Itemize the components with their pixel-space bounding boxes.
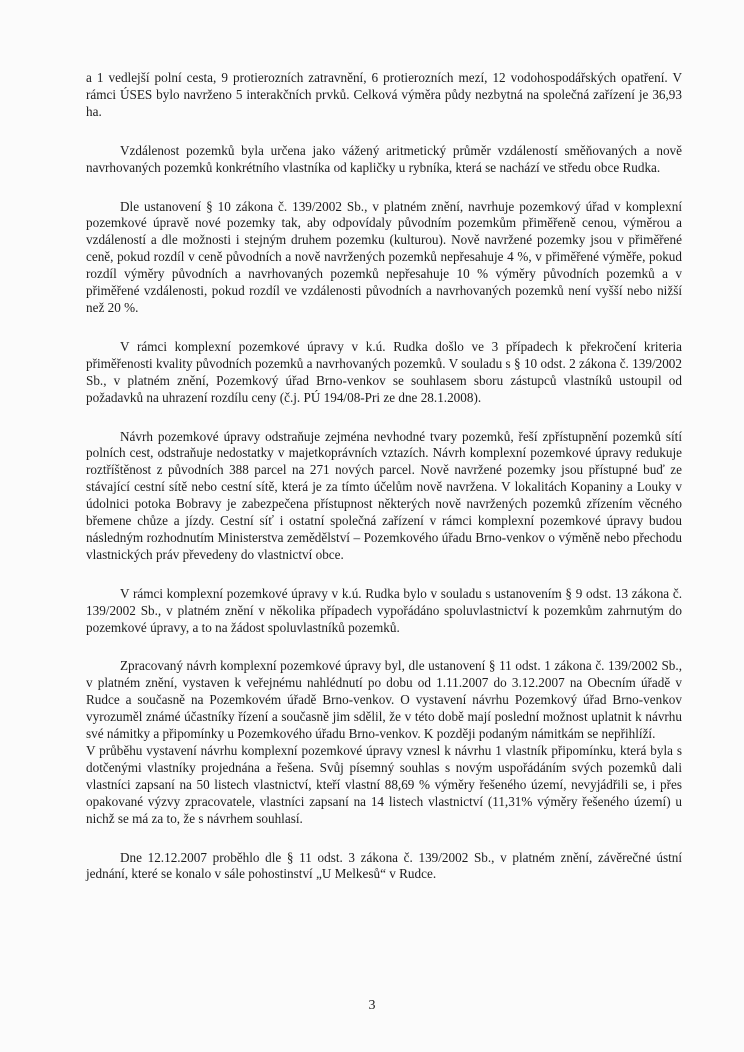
paragraph-7: Zpracovaný návrh komplexní pozemkové úpravy byl, dle ustanovení § 11 odst. 1 zákona č. 139/2002 Sb., v platném znění, vystaven k veřejnému nahlédnutí po dobu od 1.11.2007 do 3.12.2007 na Obecním úřadě v Rudce a současně na Pozemkovém úřadě Brno-venkov. O vystavení návrhu Pozemkový úřad Brno-venkov vyrozuměl známé účastníky řízení a současně jim sdělil, že v této době mají poslední možnost uplatnit k návrhu své námitky a připomínky u Pozemkového úřadu Brno-venkov. K později podaným námitkám se nepřihlíží.: [86, 658, 682, 742]
paragraph-8: V průběhu vystavení návrhu komplexní pozemkové úpravy vznesl k návrhu 1 vlastník připomínku, která byla s dotčenými vlastníky projednána a řešena. Svůj písemný souhlas s novým uspořádáním svých pozemků dali vlastníci zapsaní na 50 listech vlastnictví, kteří vlastní 88,69 % výměry řešeného území, nevyjádřili se, i přes opakované výzvy zpracovatele, vlastníci zapsaní na 14 listech vlastnictví (11,31% výměry řešeného území) u nichž se má za to, že s návrhem souhlasí.: [86, 743, 682, 826]
paragraph-2: Vzdálenost pozemků byla určena jako vážený aritmetický průměr vzdáleností směňovaných a nově navrhovaných pozemků konkrétního vlastníka od kapličky u rybníka, která se nachází ve středu obce Rudka.: [86, 142, 682, 175]
paragraph-5: Návrh pozemkové úpravy odstraňuje zejména nevhodné tvary pozemků, řeší zpřístupnění pozemků sítí polních cest, odstraňuje nedostatky v majetkoprávních vztazích. Návrh komplexní pozemkové úpravy redukuje roztříštěnost z původních 388 parcel na 271 nových parcel. Nově navržené pozemky jsou přístupné buď ze stávající cestní sítě nebo cestní sítě, která je za tímto účelům nově navržena. V lokalitách Kopaniny a Louky v údolnici potoka Bobravy je zabezpečena přístupnost některých nově navržených pozemků zřízením věcného břemene chůze a jízdy. Cestní síť i ostatní společná zařízení v rámci komplexní pozemkové úpravy budou následným rozhodnutím Ministerstva zemědělství – Pozemkového úřadu Brno-venkov o výměně nebo přechodu vlastnických práv převedeny do vlastnictví obce.: [86, 428, 682, 562]
paragraph-9: Dne 12.12.2007 proběhlo dle § 11 odst. 3 zákona č. 139/2002 Sb., v platném znění, závěrečné ústní jednání, které se konalo v sále pohostinství „U Melkesů“ v Rudce.: [86, 849, 682, 882]
paragraph-3: Dle ustanovení § 10 zákona č. 139/2002 Sb., v platném znění, navrhuje pozemkový úřad v komplexní pozemkové úpravě nové pozemky tak, aby odpovídaly původním pozemkům přiměřeně cenou, výměrou a vzdáleností a dle možnosti i stejným druhem pozemku (kulturou). Nově navržené pozemky jsou v přiměřené ceně, pokud rozdíl v ceně původních a nově navržených pozemků nepřesahuje 4 %, v přiměřené výměře, pokud rozdíl výměry původních a navrhovaných pozemků nepřesahuje 10 % výměry původních pozemků a v přiměřené vzdálenosti, pokud rozdíl ve vzdálenosti původních a navrhovaných pozemků není vyšší nebo nižší než 20 %.: [86, 198, 682, 315]
paragraph-1: a 1 vedlejší polní cesta, 9 protierozních zatravnění, 6 protierozních mezí, 12 vodohospodářských opatření. V rámci ÚSES bylo navrženo 5 interakčních prvků. Celková výměra půdy nezbytná na společná zařízení je 36,93 ha.: [86, 70, 682, 119]
paragraph-6: V rámci komplexní pozemkové úpravy v k.ú. Rudka bylo v souladu s ustanovením § 9 odst. 13 zákona č. 139/2002 Sb., v platném znění v několika případech vypořádáno spoluvlastnictví k pozemkům zahrnutým do pozemkové úpravy, a to na žádost spoluvlastníků pozemků.: [86, 585, 682, 635]
paragraph-4: V rámci komplexní pozemkové úpravy v k.ú. Rudka došlo ve 3 případech k překročení kriteria přiměřenosti kvality původních pozemků a navrhovaných pozemků. V souladu s § 10 odst. 2 zákona č. 139/2002 Sb., v platném znění, Pozemkový úřad Brno-venkov se souhlasem sboru zástupců vlastníků ustoupil od požadavků na uhrazení rozdílu ceny (č.j. PÚ 194/08-Pri ze dne 28.1.2008).: [86, 338, 682, 405]
page-number: 3: [368, 998, 376, 1013]
document-body: [86, 70, 682, 905]
